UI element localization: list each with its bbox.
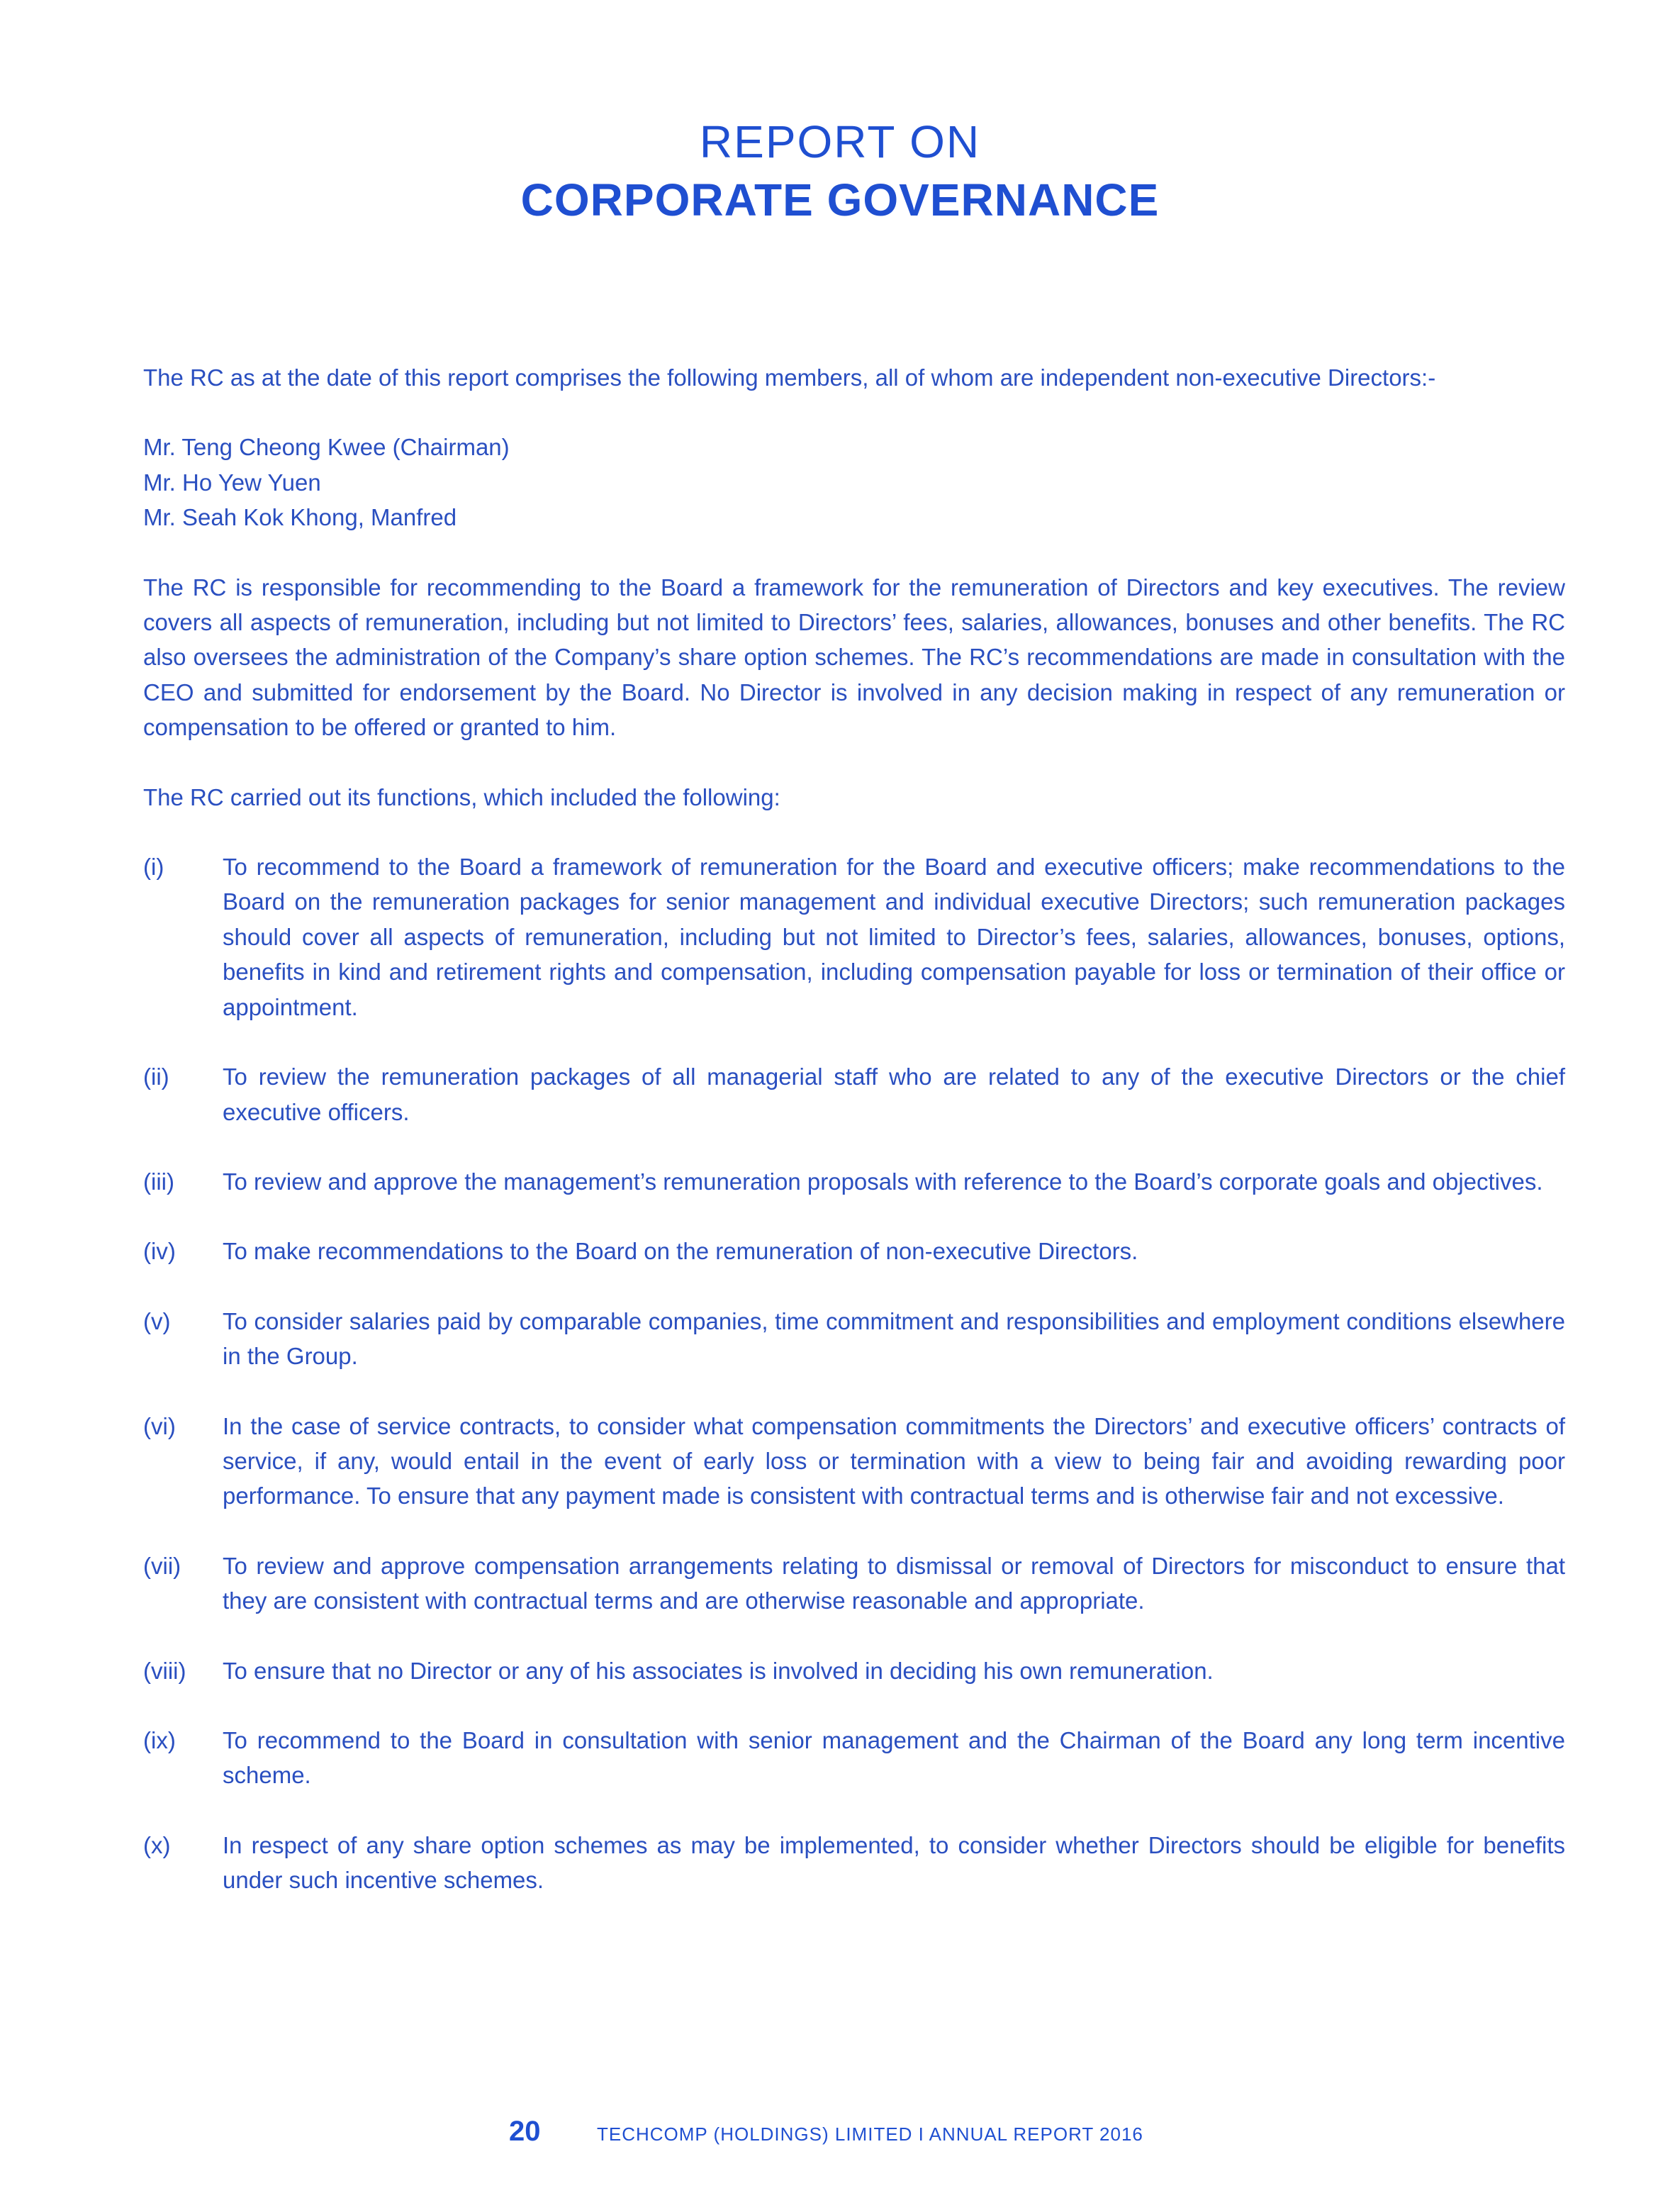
function-number: (iii) xyxy=(143,1168,174,1195)
function-item xyxy=(143,1409,1565,1514)
page-number: 20 xyxy=(509,2116,541,2147)
intro-paragraph: The RC as at the date of this report comprises the following members, all of whom are independent non-executive Directors:- xyxy=(143,364,1436,391)
function-item xyxy=(143,1164,1565,1199)
function-item xyxy=(143,1059,1565,1129)
function-number: (iv) xyxy=(143,1238,176,1265)
function-number: (vii) xyxy=(143,1552,181,1579)
functions-list xyxy=(143,849,1565,1898)
function-text: To ensure that no Director or any of his associates is involved in deciding his own remuneration. xyxy=(223,1657,1214,1684)
function-number: (ix) xyxy=(143,1726,176,1753)
function-item xyxy=(143,1828,1565,1898)
function-text: To recommend to the Board in consultation with senior management and the Chairman of the Board any long term incentive scheme. xyxy=(223,1726,1565,1789)
function-number: (viii) xyxy=(143,1657,186,1684)
function-number: (vi) xyxy=(143,1412,176,1439)
function-text: In the case of service contracts, to consider what compensation commitments the Directors’ and executive officers’ contracts of service, if any, would entail in the event of early loss or termination with a view to being fair and avoiding rewarding poor performance. To ensure that any payment made is consistent with contractual terms and is otherwise fair and not excessive. xyxy=(223,1412,1565,1509)
function-number: (v) xyxy=(143,1307,171,1334)
member-item: Mr. Teng Cheong Kwee (Chairman) xyxy=(143,434,510,461)
page-header xyxy=(0,113,1680,230)
function-item xyxy=(143,1304,1565,1374)
functions-intro: The RC carried out its functions, which included the following: xyxy=(143,783,780,810)
function-text: To review the remuneration packages of all managerial staff who are related to any of the executive Directors or the chief executive officers. xyxy=(223,1064,1565,1125)
function-item xyxy=(143,1723,1565,1793)
function-text: To review and approve compensation arrangements relating to dismissal or removal of Directors for misconduct to ensure that they are consistent with contractual terms and are otherwise reasonable and appropriate. xyxy=(223,1552,1565,1614)
footer-company-text: TECHCOMP (HOLDINGS) LIMITED I ANNUAL REPORT 2016 xyxy=(597,2123,1143,2145)
function-text: In respect of any share option schemes as may be implemented, to consider whether Directors should be eligible for benefits under such incentive schemes. xyxy=(223,1831,1565,1894)
function-item xyxy=(143,849,1565,1025)
function-number: (x) xyxy=(143,1831,171,1858)
function-number: (i) xyxy=(143,854,164,881)
member-list xyxy=(143,430,1565,535)
page-footer xyxy=(0,2113,1680,2155)
function-text: To consider salaries paid by comparable companies, time commitment and responsibilities and employment conditions elsewhere in the Group. xyxy=(223,1307,1565,1370)
function-item xyxy=(143,1653,1565,1688)
function-text: To review and approve the management’s remuneration proposals with reference to the Board’s corporate goals and objectives. xyxy=(223,1168,1543,1195)
function-text: To recommend to the Board a framework of remuneration for the Board and executive officers; make recommendations to the Board on the remuneration packages for senior management and individual executive Directors; such remuneration packages should cover all aspects of remuneration, including but not limited to Director’s fees, salaries, allowances, bonuses, options, benefits in kind and retirement rights and compensation, including compensation payable for loss or termination of their office or appointment. xyxy=(223,854,1565,1020)
member-item: Mr. Seah Kok Khong, Manfred xyxy=(143,504,457,531)
responsibility-paragraph: The RC is responsible for recommending to the Board a framework for the remuneration of Directors and key executives. The review covers all aspects of remuneration, including but not limited to Directors’ fees, salaries, allowances, bonuses and other benefits. The RC also oversees the administration of the Company’s share option schemes. The RC’s recommendations are made in consultation with the CEO and submitted for endorsement by the Board. No Director is involved in any decision making in respect of any remuneration or compensation to be offered or granted to him. xyxy=(143,574,1565,741)
function-number: (ii) xyxy=(143,1064,169,1090)
function-text: To make recommendations to the Board on the remuneration of non-executive Directors. xyxy=(223,1238,1138,1265)
page-title-line1: REPORT ON xyxy=(699,116,981,167)
member-item: Mr. Ho Yew Yuen xyxy=(143,469,321,496)
function-item xyxy=(143,1234,1565,1268)
function-item xyxy=(143,1548,1565,1619)
page-title-line2: CORPORATE GOVERNANCE xyxy=(520,174,1160,225)
report-body xyxy=(143,360,1565,1933)
